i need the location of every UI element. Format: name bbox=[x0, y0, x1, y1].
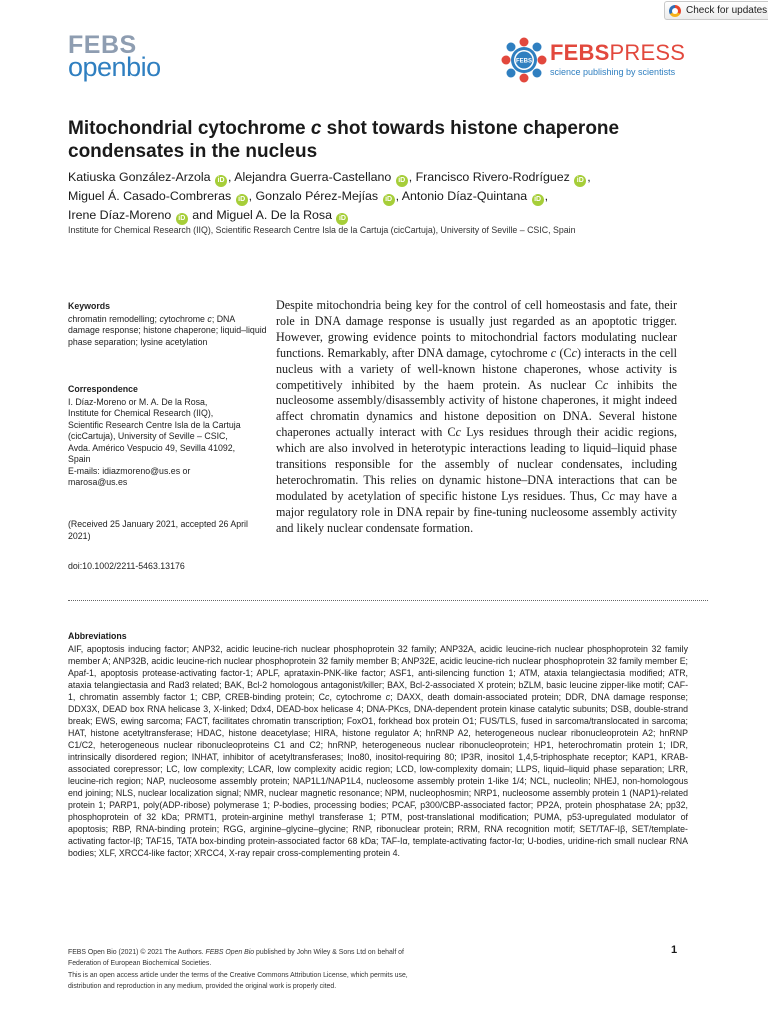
orcid-icon[interactable]: iD bbox=[236, 194, 248, 206]
publisher-name-rest: PRESS bbox=[609, 40, 686, 65]
correspondence-line: Institute for Chemical Research (IIQ), bbox=[68, 408, 214, 418]
author-name: Antonio Díaz-Quintana bbox=[401, 189, 531, 203]
author-name: Gonzalo Pérez-Mejías bbox=[255, 189, 382, 203]
publisher-logo bbox=[500, 36, 720, 86]
page-number: 1 bbox=[671, 944, 678, 956]
footer-line: distribution and reproduction in any medium, provided the original work is properly cited. bbox=[68, 982, 337, 990]
correspondence-block bbox=[68, 384, 268, 489]
crossmark-icon bbox=[669, 5, 681, 17]
febs-press-gear-icon bbox=[500, 36, 548, 84]
publisher-name bbox=[550, 40, 685, 66]
correspondence-line: (cicCartuja), University of Seville – CSIC, bbox=[68, 431, 228, 441]
orcid-icon[interactable]: iD bbox=[215, 175, 227, 187]
received-dates: (Received 25 January 2021, accepted 26 April 2021) bbox=[68, 519, 248, 541]
orcid-icon[interactable]: iD bbox=[176, 213, 188, 225]
correspondence-heading: Correspondence bbox=[68, 384, 138, 394]
journal-logo-openbio: openbio bbox=[68, 52, 161, 82]
author-name: Alejandra Guerra-Castellano bbox=[234, 170, 395, 184]
correspondence-line: Spain bbox=[68, 454, 91, 464]
orcid-icon[interactable]: iD bbox=[336, 213, 348, 225]
author-name: Irene Díaz-Moreno bbox=[68, 208, 175, 222]
author-name: Katiuska González-Arzola bbox=[68, 170, 215, 184]
publisher-tagline: science publishing by scientists bbox=[550, 67, 676, 77]
orcid-icon[interactable]: iD bbox=[574, 175, 586, 187]
section-divider bbox=[68, 600, 708, 601]
keywords-text: chromatin remodelling; cytochrome c; DNA damage response; histone chaperone; liquid–liquid phase separation; lysine acetylation bbox=[68, 313, 267, 347]
doi-link[interactable]: doi:10.1002/2211-5463.13176 bbox=[68, 561, 185, 571]
keywords-heading: Keywords bbox=[68, 301, 111, 311]
check-for-updates-button[interactable] bbox=[664, 1, 768, 20]
correspondence-line: I. Díaz-Moreno or M. A. De la Rosa, bbox=[68, 396, 208, 407]
abbreviations-heading: Abbreviations bbox=[68, 631, 127, 641]
orcid-icon[interactable]: iD bbox=[383, 194, 395, 206]
affiliation: Institute for Chemical Research (IIQ), Scientific Research Centre Isla de la Cartuja (cicCartuja), University of Seville – CSIC, Spain bbox=[68, 225, 576, 235]
author-name: Miguel A. De la Rosa bbox=[216, 208, 336, 222]
author-list: Katiuska González-Arzola iD , Alejandra Guerra-Castellano iD , Francisco Rivero-Rodríguez iD , Miguel Á. Casado-Combreras iD , Gonzalo Pérez-Mejías iD , Antonio Díaz-Quintana iD , Irene Díaz-Moreno iD and Miguel A. De la Rosa iD bbox=[68, 168, 708, 225]
abstract-text: Despite mitochondria being key for the control of cell homeostasis and fate, their role in DNA damage response is usually just regarded as an apoptotic trigger. However, growing evidence points to mitochondrial factors modulating nuclear functions. Remarkably, after DNA damage, cytochrome c (Cc) interacts in the cell nucleus with a variety of well-known histone chaperones, whose activity is competitively inhibited by the haem protein. As nuclear Cc inhibits the nucleosome assembly/disassembly activity of histone chaperones, it might indeed affect chromatin dynamics and histone deposition on DNA. Several histone chaperones actually interact with Cc Lys residues through their acidic regions, which are also involved in heterotypic interactions leading to liquid–liquid phase transitions responsible for the assembly of nuclear condensates, including heterochromatin. This relies on dynamic histone–DNA interactions that can be modulated by acetylation of specific histone Lys residues. Thus, Cc may have a major regulatory role in DNA repair by fine-tuning nucleosome assembly activity and likely nuclear condensate formation. bbox=[276, 298, 678, 535]
gear-icon-text: FEBS bbox=[515, 58, 533, 65]
orcid-icon[interactable]: iD bbox=[532, 194, 544, 206]
check-for-updates-label: Check for updates bbox=[686, 5, 768, 16]
abbreviations-text: AIF, apoptosis inducing factor; ANP32, acidic leucine-rich nuclear phosphoprotein 32 family; ANP32A, acidic leucine-rich nuclear phosphoprotein 32 family member A; ANP32B, acidic leucine-rich nuclear phosphoprotein 32 family member B; ANP32E, acidic leucine-rich nuclear phosphoprotein 32 family member E; Apaf-1, apoptosis protease-activating factor-1; APLF, aprataxin-PNK-like factor; ASF1, anti-silencing function 1; ATM, ataxia telangiectasia modified; ATR, ataxia telangiectasia and Rad3 related; BAK, Bcl-2 homologous antagonist/killer; BAX, Bcl-2-associated X protein; bZLM, basic leucine zipper-like motif; CAF-1, chromatin assembly factor 1; CBP, CREB-binding protein; Cc, cytochrome c; DAXX, death domain-associated protein; DDR, DNA damage response; DDX3X, DEAD box RNA helicase 3, X-linked; Ddx4, DEAD-box helicase 4; DNA-PKcs, DNA-dependent protein kinase catalytic subunits; DSB, double-strand break; EWS, ewing sarcoma; FACT, facilitates chromatin transcription; FoxO1, forkhead box protein O1; FUS/TLS, fused in sarcoma/translocated in sarcoma; HAT, histone acetyltransferase; HDAC, histone deacetylase; HIRA, histone regulator A; hnRNP A2, heterogeneous nuclear ribonucleoprotein A2; hnRNP C1/C2, heterogeneous nuclear ribonucleoproteins C1 and C2; hnRNP, heterogeneous nuclear ribonucleoprotein; HP1, heterochromatin protein 1; IDR, intrinsically disordered region; INHAT, inhibitor of acetyltransferases; Ino80, inositol-requiring 80; IP3R, inositol 1,4,5-triphosphate receptor; KAP1, KRAB-associated corepressor; LC, low complexity; LCAR, low complexity acidic region; LCD, low-complexity domain; LLPS, liquid–liquid phase separation; LRR, leucine-rich region; NAP, nucleosome assembly protein; NAP1L1/NAP1L4, nucleosome assembly protein 1-like 1/4; NCL, nucleolin; NHEJ, non-homologous end joining; NLS, nuclear localization signal; NMR, nuclear magnetic resonance; NPM, nucleophosmin; NRP1, nucleosome assembly protein 1 (NAP1)-related protein 1; PARP1, poly(ADP-ribose) polymerase 1; P-bodies, processing bodies; PCAF, p300/CBP-associated factor; PP2A, protein phosphatase 2A; pp32, phosphoprotein of 32 kDa; PRMT1, protein-arginine methyl transferase 1; PTM, post-translational modification; PUMA, p53-upregulated modulator of apoptosis; RBP, RNA-binding protein; RGG, arginine–glycine–glycine; RNP, ribonuclear protein; RRM, RNA recognition motif; SET/TAF-Iβ, SET/template-activating factor-Iβ; TAF15, TATA box-binding protein-associated factor 68 kDa; TAF-Iα, template-activating factor-Iα; U-bodies, uridine-rich small nuclear RNA bodies; XLF, XRCC4-like factor; XRCC4, X-ray repair cross-complementing protein 4. bbox=[68, 644, 688, 858]
correspondence-line: Scientific Research Centre Isla de la Cartuja bbox=[68, 419, 241, 430]
footer-license bbox=[68, 947, 478, 992]
correspondence-line: marosa@us.es bbox=[68, 477, 128, 487]
journal-logo-febs: FEBS bbox=[68, 31, 137, 59]
correspondence-line: Avda. Américo Vespucio 49, Sevilla 41092, bbox=[68, 442, 236, 453]
article-title: Mitochondrial cytochrome c shot towards histone chaperone condensates in the nucleus bbox=[68, 118, 620, 162]
orcid-icon[interactable]: iD bbox=[396, 175, 408, 187]
keywords-block bbox=[68, 301, 268, 348]
footer-line: FEBS Open Bio (2021) © 2021 The Authors. FEBS Open Bio published by John Wiley & Sons Ltd on behalf of bbox=[68, 949, 404, 956]
journal-logo bbox=[68, 33, 161, 81]
correspondence-line: E-mails: idiazmoreno@us.es or bbox=[68, 465, 191, 476]
publisher-name-bold: FEBS bbox=[550, 40, 610, 65]
footer-line: This is an open access article under the terms of the Creative Commons Attribution License, which permits use, bbox=[68, 971, 408, 979]
footer-line: Federation of European Biochemical Societies. bbox=[68, 960, 212, 968]
author-name: Francisco Rivero-Rodríguez bbox=[415, 170, 574, 184]
author-name: Miguel Á. Casado-Combreras bbox=[68, 189, 235, 203]
